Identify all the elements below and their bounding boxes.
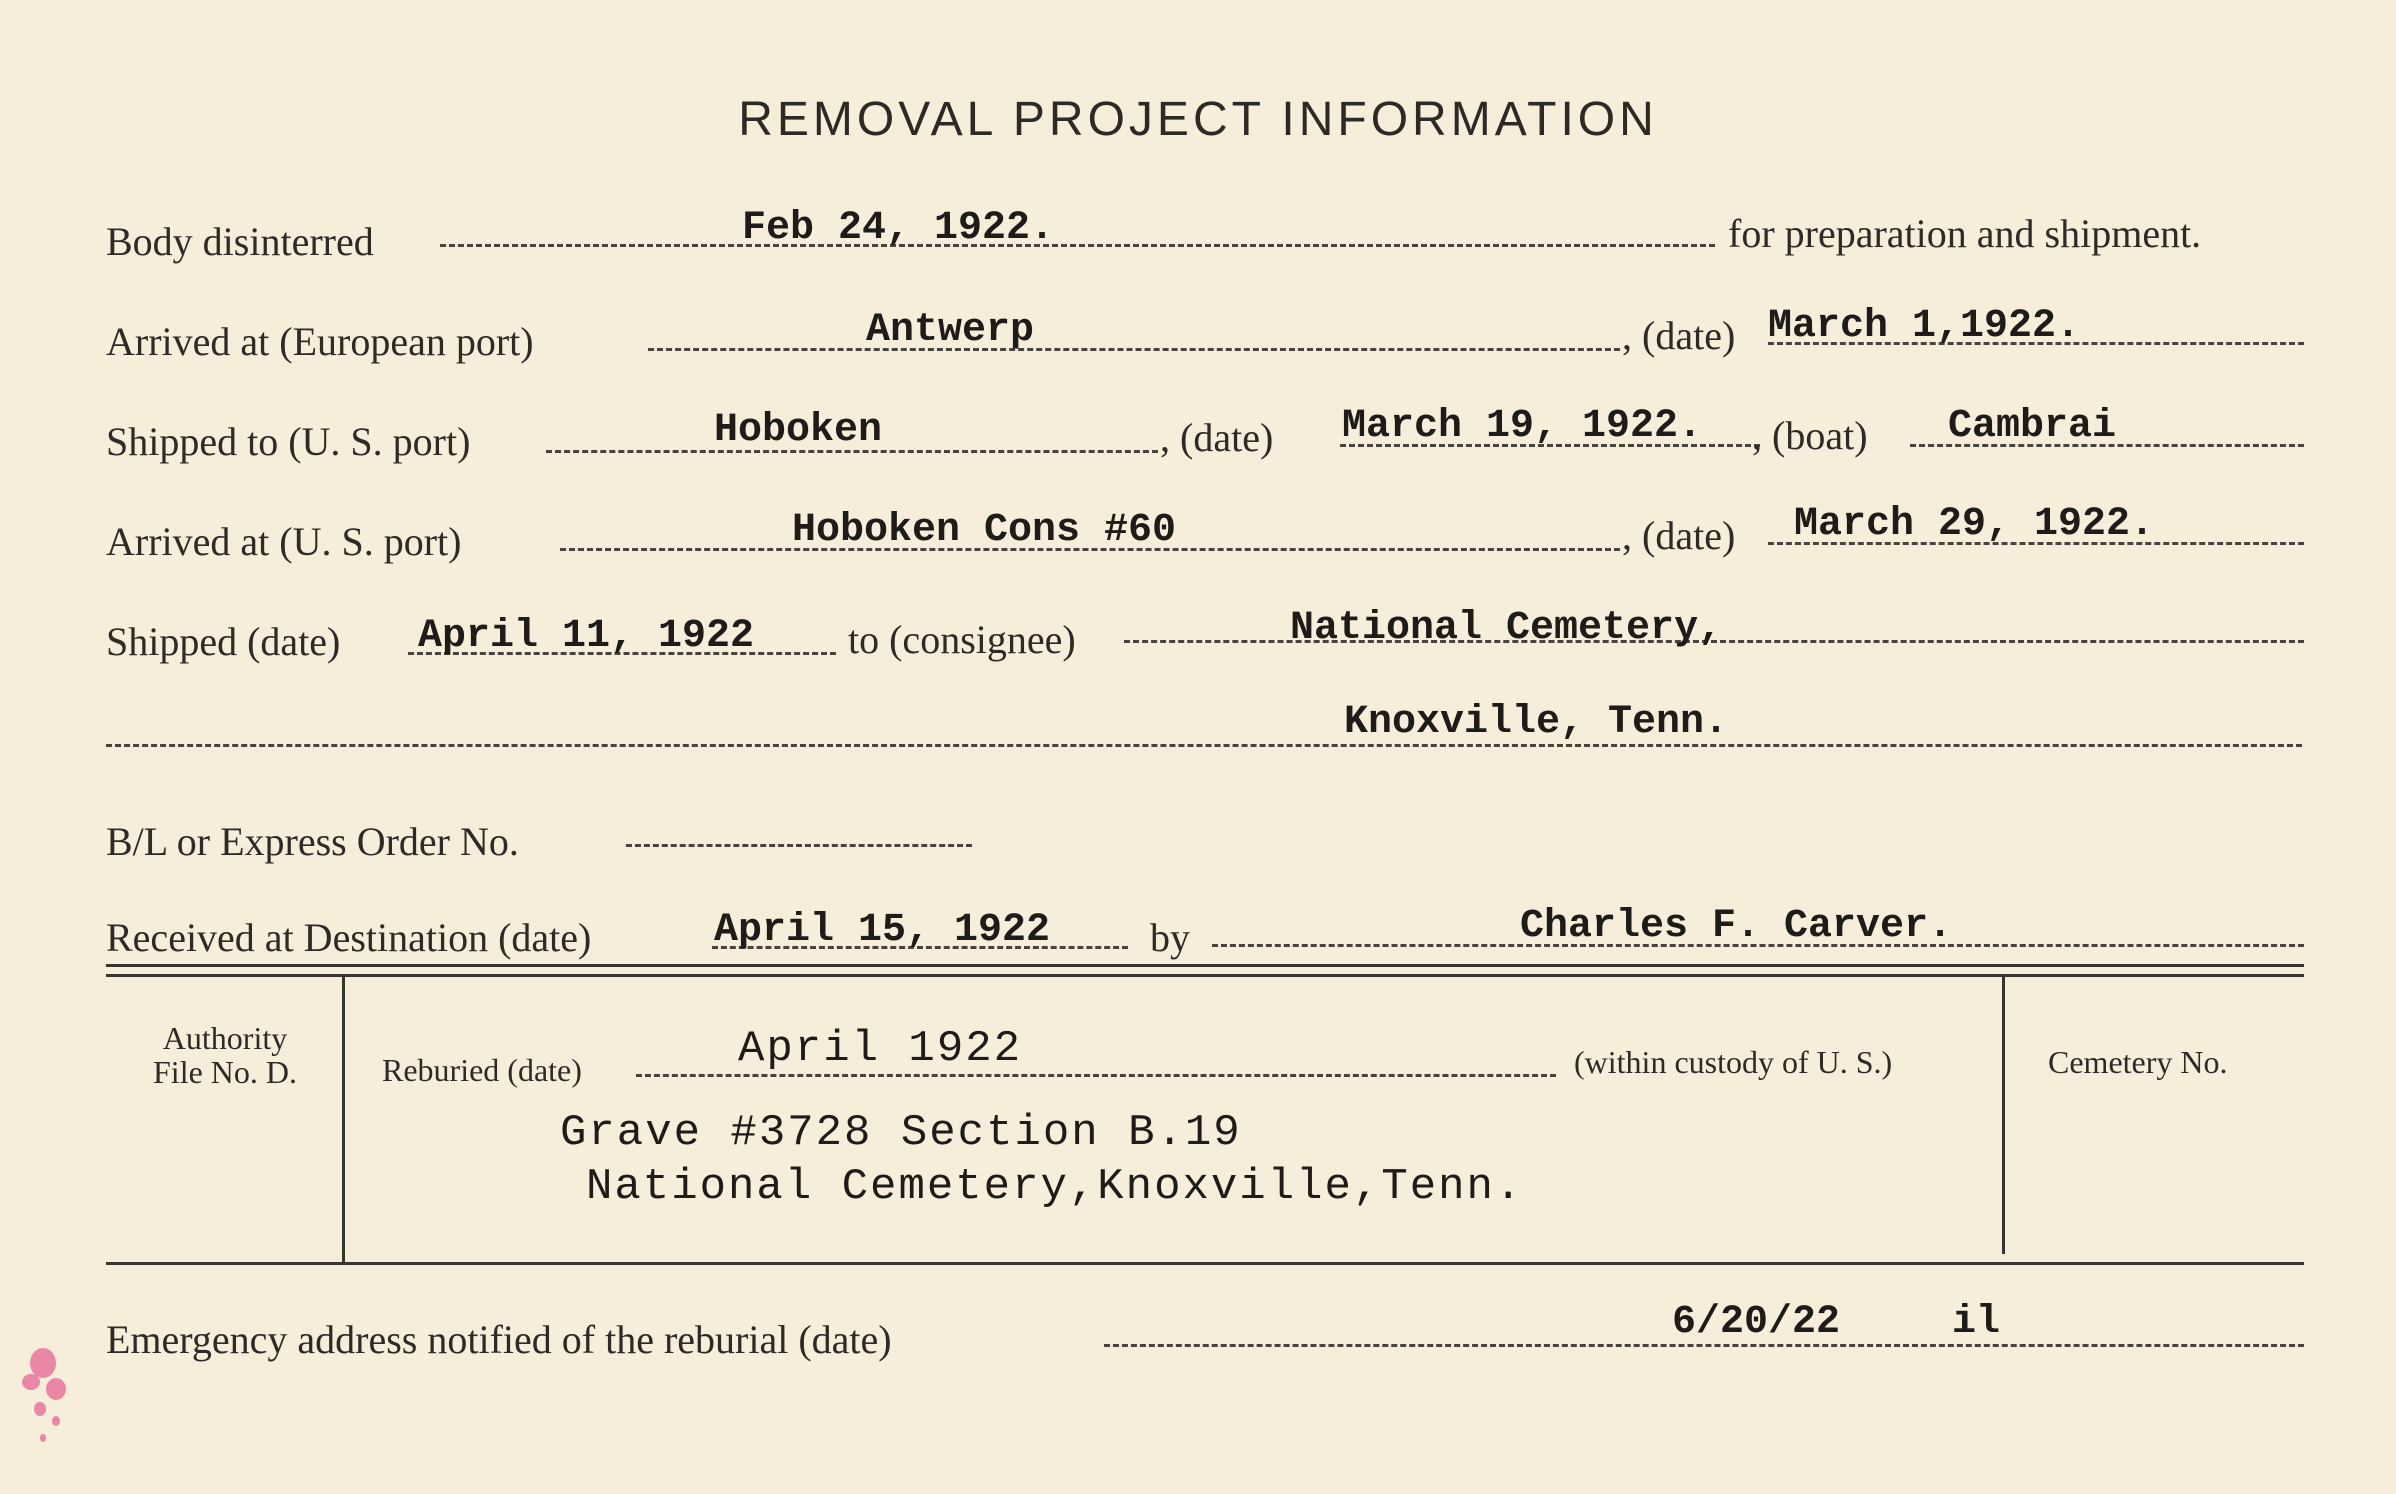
arrived-us-date: March 29, 1922. <box>1794 502 2155 547</box>
shipped-us-value: Hoboken <box>714 408 883 453</box>
authority-label-1: Authority <box>162 1020 288 1056</box>
received-by: Charles F. Carver. <box>1520 904 1953 949</box>
shipped-us-label: Shipped to (U. S. port) <box>106 419 471 464</box>
disinterred-line <box>440 244 1715 247</box>
bl-label: B/L or Express Order No. <box>106 819 519 864</box>
emergency-initials: il <box>1952 1300 2001 1345</box>
euro-port-line <box>648 348 1620 351</box>
box-divider-right <box>2002 976 2005 1254</box>
emergency-label: Emergency address notified of the reburial (date) <box>106 1317 892 1362</box>
euro-port-date-label: , (date) <box>1622 313 1736 358</box>
reburied-line <box>636 1074 1556 1077</box>
consignee-line-2: Knoxville, Tenn. <box>1344 700 1729 745</box>
consignee-label: to (consignee) <box>848 617 1076 662</box>
shipped-us-date: March 19, 1922. <box>1342 404 1703 449</box>
received-date: April 15, 1922 <box>714 908 1051 953</box>
disinterred-date: Feb 24, 1922. <box>742 206 1055 251</box>
shipped-us-boat: Cambrai <box>1948 404 2117 449</box>
reburied-date: April 1922 <box>738 1024 1023 1074</box>
consignee-line-2-rule <box>106 744 2302 747</box>
custody-label: (within custody of U. S.) <box>1574 1044 1893 1080</box>
euro-port-label: Arrived at (European port) <box>106 319 534 364</box>
card-title: REMOVAL PROJECT INFORMATION <box>738 93 1658 146</box>
box-top-rule-1 <box>106 964 2304 967</box>
received-label: Received at Destination (date) <box>106 915 592 960</box>
euro-port-date: March 1,1922. <box>1768 304 2081 349</box>
arrived-us-label: Arrived at (U. S. port) <box>106 519 462 564</box>
cemetery-no-label: Cemetery No. <box>2048 1044 2228 1080</box>
consignee-line-1: National Cemetery, <box>1290 606 1723 651</box>
box-bottom-rule <box>106 1262 2304 1265</box>
shipped-us-date-label: , (date) <box>1160 415 1274 460</box>
grave-line: Grave #3728 Section B.19 <box>560 1108 1242 1158</box>
box-top-rule-2 <box>106 974 2304 977</box>
emergency-date: 6/20/22 <box>1672 1300 1841 1345</box>
box-divider-left <box>342 976 345 1262</box>
bl-line <box>626 844 972 847</box>
shipped-date: April 11, 1922 <box>418 614 755 659</box>
disinterred-label: Body disinterred <box>106 219 374 264</box>
shipped-label: Shipped (date) <box>106 619 341 664</box>
location-line: National Cemetery,Knoxville,Tenn. <box>586 1162 1524 1212</box>
disinterred-suffix: for preparation and shipment. <box>1728 211 2202 256</box>
euro-port-value: Antwerp <box>866 308 1035 353</box>
shipped-us-boat-label: , (boat) <box>1752 413 1868 458</box>
reburied-label: Reburied (date) <box>382 1052 582 1088</box>
received-by-label: by <box>1150 915 1190 960</box>
arrived-us-date-label: , (date) <box>1622 513 1736 558</box>
authority-label-2: File No. D. <box>153 1054 297 1090</box>
arrived-us-value: Hoboken Cons #60 <box>792 508 1177 553</box>
